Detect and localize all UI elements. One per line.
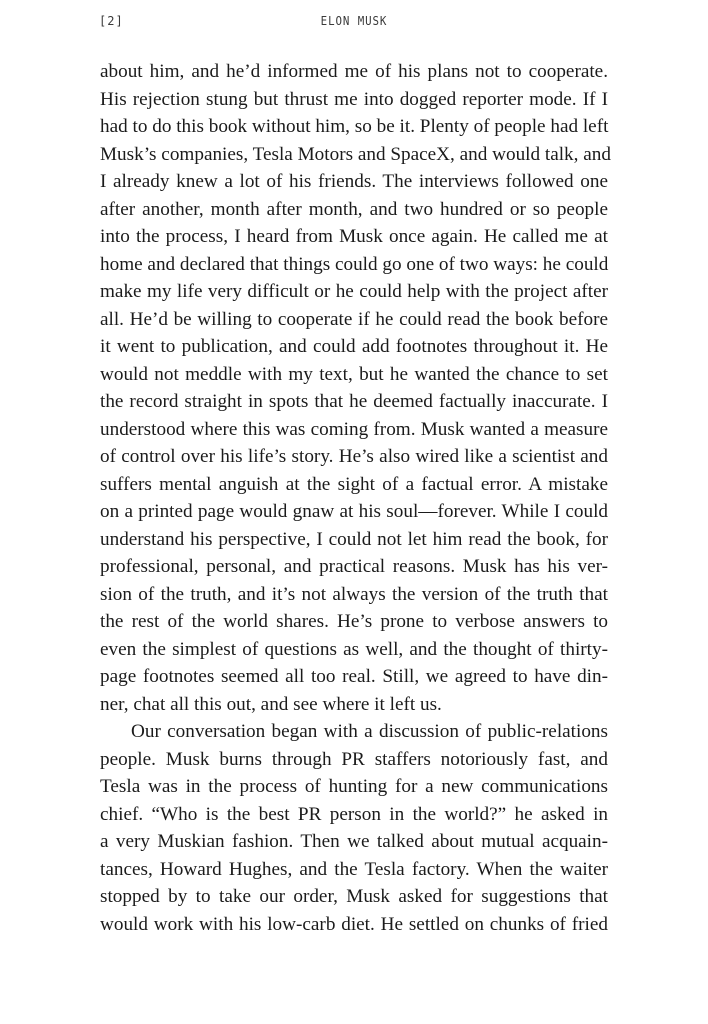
text-line: chief. “Who is the best PR person in the world?” he asked in: [100, 803, 608, 825]
text-line: home and declared that things could go one of two ways: he could: [100, 253, 609, 275]
text-line: sion of the truth, and it’s not always the version of the truth that: [100, 583, 608, 605]
text-line: page footnotes seemed all too real. Still, we agreed to have din-: [100, 666, 608, 687]
page-number: [2]: [99, 14, 124, 28]
paragraph-1: [100, 58, 611, 718]
text-line: about him, and he’d informed me of his plans not to cooperate.: [100, 61, 608, 82]
text-line: the record straight in spots that he deemed factually inaccurate. I: [100, 391, 608, 412]
text-line: after another, month after month, and two hundred or so people: [100, 198, 608, 220]
text-line: into the process, I heard from Musk once again. He called me at: [100, 226, 608, 247]
text-line: ner, chat all this out, and see where it left us.: [100, 693, 442, 715]
paragraph-2: [100, 718, 608, 938]
text-line: a very Muskian fashion. Then we talked about mutual acquain-: [100, 831, 608, 852]
text-line: would work with his low-carb diet. He settled on chunks of fried: [100, 913, 608, 935]
text-line: all. He’d be willing to cooperate if he could read the book before: [100, 308, 608, 330]
page-header: [99, 10, 609, 32]
text-line: people. Musk burns through PR staffers notoriously fast, and: [100, 748, 608, 770]
text-line: understand his perspective, I could not let him read the book, for: [100, 528, 608, 550]
text-line: Musk’s companies, Tesla Motors and SpaceX, and would talk, and: [100, 143, 611, 165]
running-head: ELON MUSK: [320, 14, 388, 28]
text-line: I already knew a lot of his friends. The interviews followed one: [100, 171, 608, 192]
text-line: even the simplest of questions as well, and the thought of thirty-: [100, 638, 608, 660]
text-line: the rest of the world shares. He’s prone to verbose answers to: [100, 611, 608, 632]
text-line: make my life very difficult or he could help with the project after: [100, 281, 608, 302]
text-line: of control over his life’s story. He’s also wired like a scientist and: [100, 446, 608, 467]
text-line: Our conversation began with a discussion of public-relations: [131, 721, 608, 742]
text-line: understood where this was coming from. Musk wanted a measure: [100, 418, 608, 440]
text-line: suffers mental anguish at the sight of a factual error. A mistake: [100, 473, 608, 495]
text-line: would not meddle with my text, but he wanted the chance to set: [100, 363, 608, 385]
text-line: it went to publication, and could add footnotes throughout it. He: [100, 336, 608, 357]
text-line: Tesla was in the process of hunting for a new communications: [100, 776, 608, 797]
text-line: had to do this book without him, so be it. Plenty of people had left: [100, 116, 609, 137]
text-line: on a printed page would gnaw at his soul—forever. While I could: [100, 501, 608, 522]
text-line: His rejection stung but thrust me into dogged reporter mode. If I: [100, 88, 608, 110]
body-text: [100, 58, 611, 938]
text-line: stopped by to take our order, Musk asked for suggestions that: [100, 886, 608, 907]
text-line: professional, personal, and practical reasons. Musk has his ver-: [100, 556, 608, 577]
text-line: tances, Howard Hughes, and the Tesla factory. When the waiter: [100, 858, 608, 880]
